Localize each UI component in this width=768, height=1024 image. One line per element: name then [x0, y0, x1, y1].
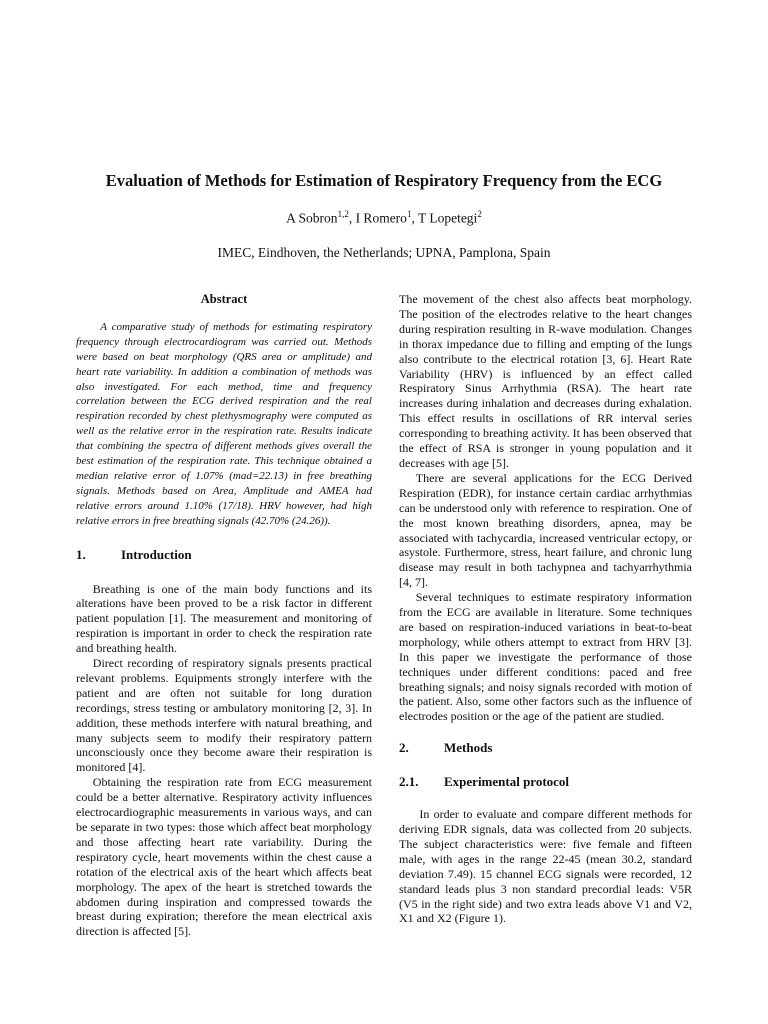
- intro-paragraph: Breathing is one of the main body functions and its alterations have been proved to be a risk factor in different patient population [1]. The measurement and monitoring of respiration is important in order to check the respiration rate and breathing health.: [76, 581, 372, 656]
- subsection-number: 2.1.: [399, 774, 419, 790]
- section-heading-methods: [399, 741, 692, 756]
- intro-paragraph: The movement of the chest also affects beat morphology. The position of the electrodes relative to the heart changes during respiration resulting in R-wave modulation. Changes in thorax impedance due to filling and empting of the lungs also contribute to the electrical rotation [3, 6]. Heart Rate Variability (HRV) is influenced by an effect called Respiratory Sinus Arrhythmia (RSA). The heart rate increases during inhalation and decreases during exhalation. This effect results in oscillations of RR interval series corresponding to breathing activity. It has been observed that the effect of RSA is stronger in young population and it decreases with age [5].: [399, 292, 692, 470]
- author-affiliation-mark: 2: [477, 209, 482, 219]
- section-title: Introduction: [121, 546, 192, 562]
- intro-paragraph: Obtaining the respiration rate from ECG measurement could be a better alternative. Respiratory activity influences electrocardiographic measurements in various ways, and can be separate in two types: those which affect beat morphology and those affecting heart rate variability. During the respiratory cycle, heart movements within the chest cause a rotation of the electrical axis of the heart which affects beat morphology. The apex of the heart is stretched towards the abdomen during inspiration and compressed towards the breast during expiration; therefore the mean electrical axis direction is affected [5].: [76, 775, 372, 939]
- author-name: A Sobron: [286, 210, 338, 226]
- intro-paragraph: Several techniques to estimate respiratory information from the ECG are available in literature. Some techniques are based on respiration-induced variations in beat-to-beat morphology, while others attempt to extract from HRV [3]. In this paper we investigate the performance of those techniques under different conditions: paced and free breathing signals; and noisy signals recorded with motion of the patient. Also, some other factors such as the influence of electrodes position or the age of the patient are studied.: [399, 590, 692, 724]
- section-title: Methods: [444, 740, 493, 756]
- author-name: T Lopetegi: [417, 210, 478, 226]
- author-list: A Sobron$^{1,2}$, I Romero$^1$, T Lopetegi$^2$: [286, 209, 482, 226]
- methods-paragraph: In order to evaluate and compare different methods for deriving EDR signals, data was collected from 20 subjects. The subject characteristics were: five female and fifteen male, with ages in the range 22-45 (mean 30.2, standard deviation 7.49). 15 channel ECG signals were recorded, 12 standard leads plus 3 non standard precordial leads: V5R (V5 in the right side) and two extra leads above V1 and V2, X1 and X2 (Figure 1).: [399, 807, 692, 926]
- section-number: 1.: [76, 546, 86, 562]
- abstract-text: A comparative study of methods for estimating respiratory frequency through electrocardiogram was carried out. Methods were based on beat morphology (QRS area or amplitude) and heart rate variability. In addition a combination of methods was also investigated. For each method, time and frequency correlation between the ECG derived respiration and the real respiration recorded by chest plethysmography were computed as well as the relative error in the respiration rate. Results indicate that combining the spectra of different methods gives overall the best estimation of the respiration rate. This technique obtained a median relative error of 1.07% (mad=22.13) in free breathing signals. Methods based on Area, Amplitude and AMEA had relative errors around 1.10% (17/18). HRV however, had high relative errors in free breathing signals (42.70% (24.26)).: [76, 320, 372, 527]
- affiliation: IMEC, Eindhoven, the Netherlands; UPNA, Pamplona, Spain: [217, 245, 551, 260]
- subsection-title: Experimental protocol: [444, 774, 570, 790]
- intro-paragraph: Direct recording of respiratory signals presents practical relevant problems. Equipments strongly interfere with the patient and are often not suitable for long duration recordings, stress testing or ambulatory monitoring [2, 3]. In addition, these methods interfere with natural breathing, and many subjects seem to modify their respiratory pattern unconsciously once they become aware their respiration is monitored [4].: [76, 656, 372, 775]
- right-column: [399, 292, 692, 926]
- author-affiliation-mark: 1,2: [337, 209, 349, 219]
- abstract-heading: Abstract: [200, 292, 248, 306]
- section-number: 2.: [399, 740, 409, 756]
- subsection-heading-experimental-protocol: [399, 775, 692, 790]
- section-heading-introduction: [76, 548, 372, 563]
- author-name: I Romero: [355, 210, 407, 226]
- author-affiliation-mark: 1: [406, 209, 412, 219]
- left-column: [76, 292, 372, 939]
- paper-title: Evaluation of Methods for Estimation of Respiratory Frequency from the ECG: [105, 171, 663, 190]
- intro-paragraph: There are several applications for the ECG Derived Respiration (EDR), for instance certain cardiac arrhythmias can be understood only with reference to respiration. One of the most known breathing disorders, apnea, may be associated with tachycardia, increased ventricular ectopy, or asystole. Furthermore, stress, heart failure, and chronic lung disease may result in both tachypnea and tachyarrhythmia [4, 7].: [399, 470, 692, 590]
